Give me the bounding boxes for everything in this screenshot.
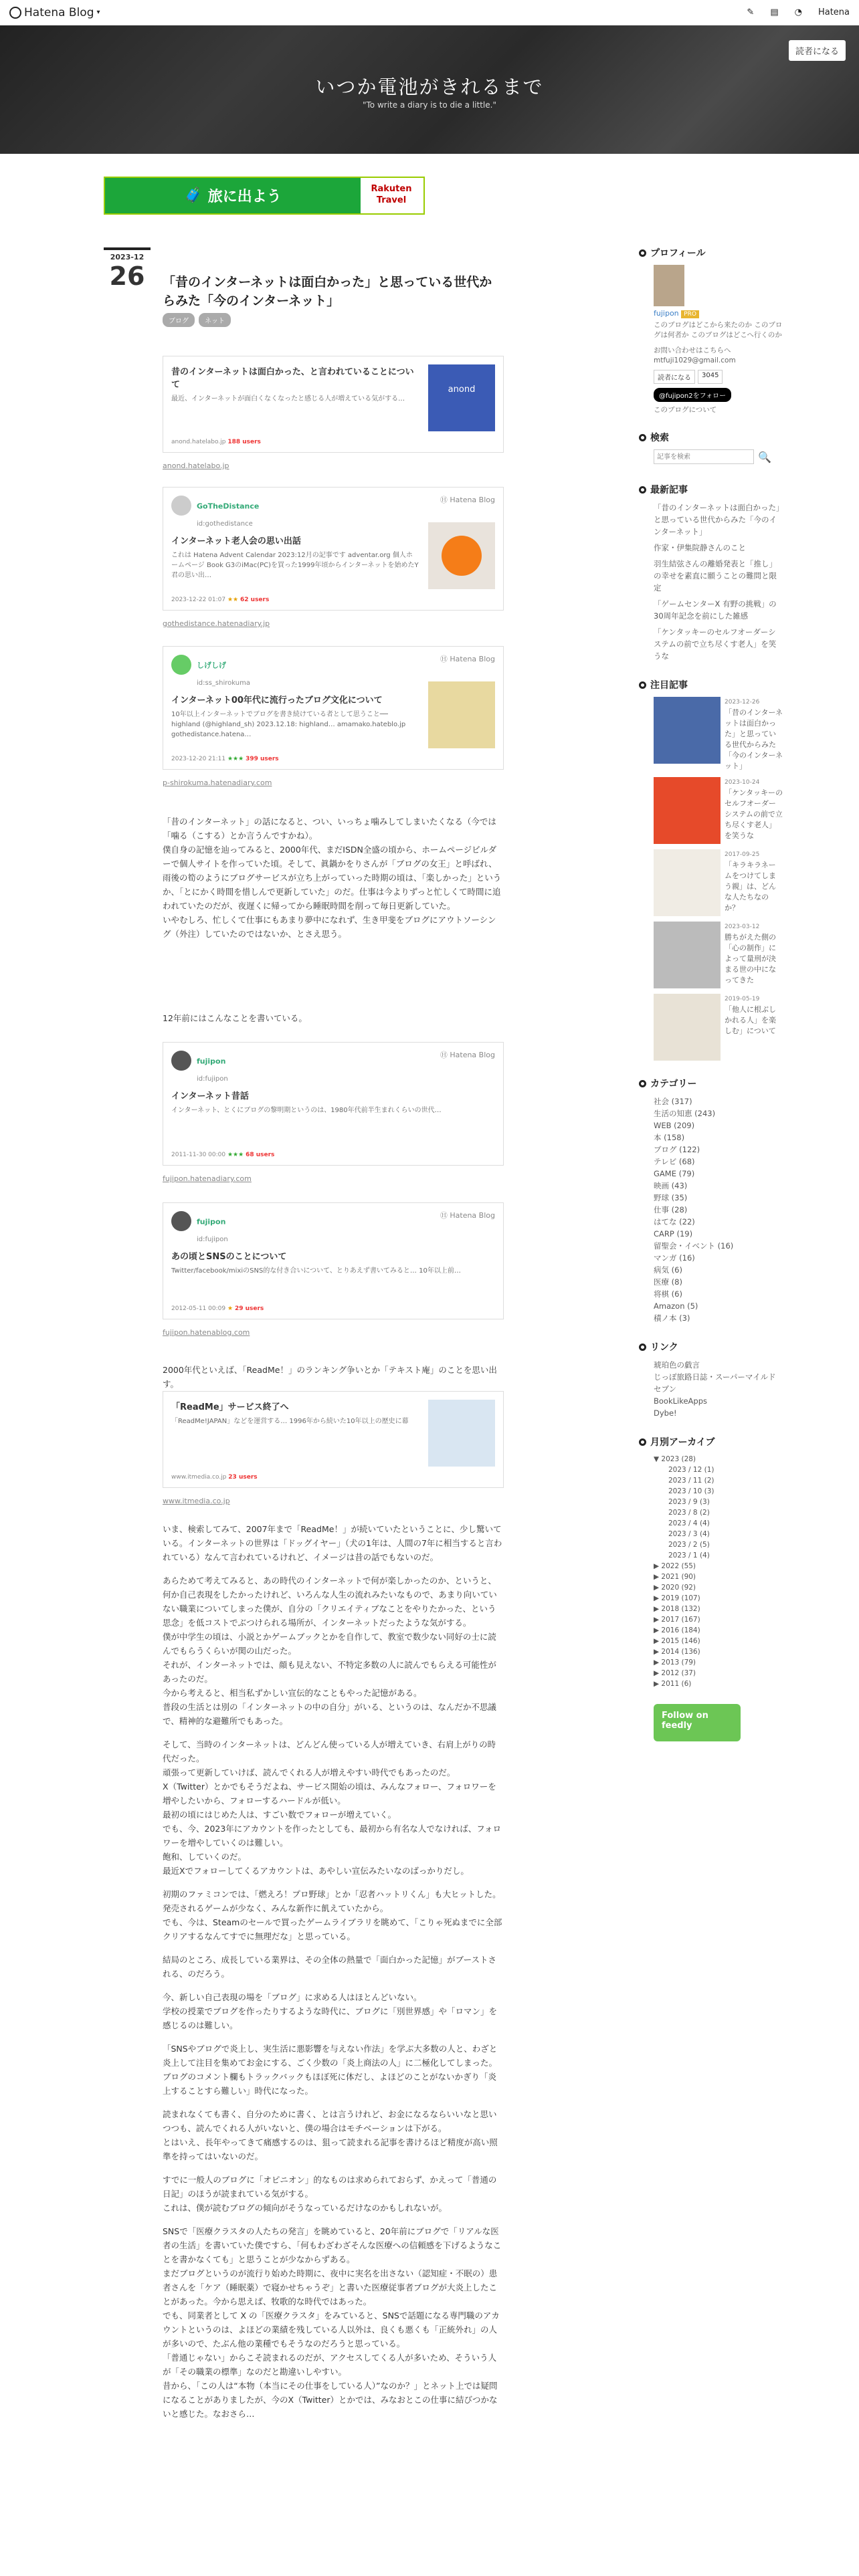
category-item[interactable]: 社会 (317) <box>654 1097 692 1106</box>
archive-item[interactable]: ▶ 2011 (6) <box>654 1680 692 1688</box>
card-link-gothedistance[interactable]: gothedistance.hatenadiary.jp <box>163 619 270 628</box>
text-line: 今、新しい自己表現の場を「ブログ」に求める人はほとんどいない。 <box>163 1992 422 2002</box>
date-year-month: 2023-12 <box>110 253 145 261</box>
featured-thumb <box>654 777 721 844</box>
card-user: fujipon <box>197 1217 226 1226</box>
hatena-account[interactable]: Hatena <box>818 7 850 17</box>
text-line: 最初の頃にはじめた人は、すごい数でフォローが増えていく。 <box>163 1810 397 1820</box>
about-blog-link[interactable]: このブログについて <box>654 406 717 414</box>
category-heading: カテゴリー <box>639 1077 783 1090</box>
category-item[interactable]: Amazon (5) <box>654 1301 698 1311</box>
text-line: X（Twitter）とかでもそうだよね、サービス開始の頃は、みんなフォロー、フォロワーを増やしたいから、フォローするハードルが低い。 <box>163 1782 496 1806</box>
blog-header <box>0 25 859 154</box>
archive-module <box>639 1435 783 1689</box>
card-uid: id:gothedistance <box>197 520 253 528</box>
hatena-blog-mark: Ⓗ Hatena Blog <box>440 496 495 504</box>
card-uid: id:fujipon <box>197 1075 228 1083</box>
dashboard-icon[interactable]: ▤ <box>770 7 779 17</box>
text-line: 最近Xでフォローしてくるアカウントは、あやしい宣伝みたいなのばっかりだし。 <box>163 1866 469 1876</box>
pro-badge: PRO <box>681 310 699 318</box>
category-net[interactable]: ネット <box>199 313 231 327</box>
archive-item[interactable]: ▶ 2017 (167) <box>654 1616 700 1624</box>
category-item[interactable]: はてな (22) <box>654 1217 695 1226</box>
card-thumbnail <box>428 522 495 589</box>
hatena-blog-logo[interactable]: Hatena Blog ▾ <box>9 6 100 19</box>
text-line: 今から考えると、相当私ずかしい宣伝的なこともやった記憶がある。 <box>163 1688 422 1698</box>
category-blog[interactable]: ブログ <box>163 313 195 327</box>
archive-item[interactable]: 2023 / 1 (4) <box>668 1551 710 1560</box>
subscribe-button[interactable]: 読者になる <box>789 40 846 61</box>
archive-item[interactable]: 2023 / 12 (1) <box>668 1466 714 1474</box>
category-item[interactable]: 留聖会・イベント (16) <box>654 1241 734 1251</box>
avatar <box>171 655 191 675</box>
card-desc: これは Hatena Advent Calendar 2023:12月の記事です adventar.org 個人ホームページ Book G3のiMac(PC)を買った1999年頃からインターネットを始めたY君の思い出… <box>171 552 419 579</box>
card-footer: 2023-12-22 01:07 ★★ 62 users <box>171 597 270 603</box>
subscribe-button[interactable]: 読者になる <box>654 370 695 384</box>
reader-count: 3045 <box>698 370 723 384</box>
archive-item[interactable]: ▶ 2019 (107) <box>654 1594 700 1602</box>
card-desc: Twitter/facebook/mixiのSNS的な付き合いについて、とりあえず書いてみると… 10年以上前… <box>171 1267 461 1275</box>
card-uid: id:ss_shirokuma <box>197 679 250 687</box>
paragraph: 12年前にはこんなことを書いている。 <box>163 1013 307 1023</box>
category-item[interactable]: 仕事 (28) <box>654 1205 688 1214</box>
blog-subtitle: "To write a diary is to die a little." <box>363 100 496 110</box>
category-item[interactable]: 病気 (6) <box>654 1265 682 1275</box>
category-item[interactable]: ブログ (122) <box>654 1145 700 1154</box>
feedly-button[interactable]: Follow on feedly <box>654 1704 741 1741</box>
text-line: 「昔のインターネット」の話になると、つい、いっちょ噛みしてしまいたくなる（今では「噛る（こする）とか言うんですかね）。 <box>163 817 496 841</box>
archive-item[interactable]: ▶ 2015 (146) <box>654 1637 700 1645</box>
card-desc: 10年以上インターネットでブログを書き続けている者として思うこと── highland (@highland_sh) 2023.12.18: highland… amamako.hateblo.jp gothedistance.hatena… <box>171 711 406 738</box>
text-line: それが、インターネットでは、顔も見えない、不特定多数の人に読んでもらえる可能性があったのだ。 <box>163 1660 496 1684</box>
entry-title[interactable]: 「昔のインターネットは面白かった」と思っている世代からみた「今のインターネット」 <box>163 275 492 308</box>
edit-icon[interactable]: ✎ <box>747 7 755 17</box>
category-item[interactable]: 本 (158) <box>654 1133 685 1142</box>
card-link-fujipon-diary[interactable]: fujipon.hatenadiary.com <box>163 1174 252 1183</box>
archive-item[interactable]: ▶ 2014 (136) <box>654 1648 700 1656</box>
text-line: いま、検索してみて、2007年まで「ReadMe！」が続いていたということに、少し驚いている。インターネットの世界は「ドッグイヤー」（犬の1年は、人間の7年に相当すると言われている）なんて言われているけれど、イメージは昔の話でもないのだ。 <box>163 1524 502 1562</box>
featured-item[interactable]: 2019-05-19 「他人に根ぶしかれる人」を楽しむ」について <box>654 994 783 1061</box>
category-item[interactable]: 生活の知恵 (243) <box>654 1109 716 1118</box>
profile-heading: プロフィール <box>639 246 783 259</box>
recent-heading: 最新記事 <box>639 483 783 496</box>
card-footer: 2012-05-11 00:09 ★ 29 users <box>171 1305 264 1312</box>
card-link-anond[interactable]: anond.hatelabo.jp <box>163 461 229 470</box>
link-item[interactable]: 琥珀色の戯言 <box>654 1360 700 1370</box>
text-line: でも、同業者として X の「医療クラスタ」をみていると、SNSで話題になる専門職のアカウントというのは、よほどの業績を残している人以外は、良くも悪くも「正統外れ」の人が多いので、たぶん他の業種でもそうなのだろうと思っている。 <box>163 2311 500 2349</box>
category-item[interactable]: 将棋 (6) <box>654 1289 682 1299</box>
category-item[interactable]: 映画 (43) <box>654 1181 688 1190</box>
recent-module <box>639 483 783 662</box>
entry-categories <box>163 313 231 327</box>
text-line: 「普通じゃない」からこそ読まれるのだが、アクセスしてくる人が多いため、そういう人が「その職業の標準」なのだと勘違いしやすい。 <box>163 2353 497 2377</box>
category-item[interactable]: テレビ (68) <box>654 1157 695 1166</box>
card-user: しげしげ <box>197 661 226 670</box>
featured-item[interactable]: 2017-09-25 「キラキラネームをつけてしまう親」は、どんな人たちなのか？ <box>654 849 783 916</box>
embed-card-gothedistance[interactable] <box>163 487 504 611</box>
card-title: 昔のインターネットは面白かった、と言われていることについて <box>171 367 414 390</box>
archive-item[interactable]: 2023 / 11 (2) <box>668 1477 714 1485</box>
embed-card-fujipon-2011[interactable] <box>163 1042 504 1166</box>
category-item[interactable]: GAME (79) <box>654 1169 695 1178</box>
text-line: あらためて考えてみると、あの時代のインターネットで何が楽しかったのか、というと、何か自己表現をしたかったけれど、いろんな人生の流れみたいなもので、あまり向いていない職業についてしまった僕が、自分の「クリエイティブなことをやりたかった、という思念」を低コストでぶつけられる場所が、インターネットだったような気がする。 <box>163 1576 497 1628</box>
archive-item[interactable]: ▶ 2021 (90) <box>654 1573 696 1581</box>
embed-card-anond[interactable] <box>163 356 504 453</box>
archive-item[interactable]: 2023 / 10 (3) <box>668 1487 714 1495</box>
card-title: あの頃とSNSのことについて <box>171 1252 287 1262</box>
featured-module <box>639 678 783 1061</box>
category-item[interactable]: 野球 (35) <box>654 1193 688 1202</box>
recent-item[interactable]: 「ゲームセンターX 有野の挑戦」の 30周年記念を前にした雑感 <box>654 599 777 621</box>
card-desc: 最近、インターネットが面白くなくなったと感じる人が増えている気がする… <box>171 395 405 403</box>
hatena-blog-mark: Ⓗ Hatena Blog <box>440 1211 495 1220</box>
featured-thumb <box>654 849 721 916</box>
hatena-blog-mark: Ⓗ Hatena Blog <box>440 1051 495 1059</box>
archive-item[interactable]: 2023 / 2 (5) <box>668 1541 710 1549</box>
text-line: 頑張って更新していけば、読んでくれる人が増えやすい時代でもあったのだ。 <box>163 1767 456 1778</box>
category-item[interactable]: マンガ (16) <box>654 1253 695 1263</box>
featured-item[interactable]: 2023-10-24 「ケンタッキーのセルフオーダーシステムの前で立ち尽くす老人」を笑うな <box>654 777 783 844</box>
text-line: 普段の生活とは別の「インターネットの中の自分」がいる、というのは、なんだか不思議で、精神的な避難所でもあった。 <box>163 1702 496 1726</box>
sidebar <box>639 246 783 1741</box>
card-title: インターネット昔話 <box>171 1091 249 1101</box>
embed-card-fujipon-2012[interactable] <box>163 1202 504 1319</box>
hatena-blog-mark: Ⓗ Hatena Blog <box>440 655 495 663</box>
text-line: でも、今、2023年にアカウントを作ったとしても、最初から有名な人でなければ、フォロワーを増やしていくのは難しい。 <box>163 1824 502 1848</box>
link-module <box>639 1340 783 1419</box>
avatar <box>171 496 191 516</box>
featured-thumb <box>654 994 721 1061</box>
text-line: 僕が中学生の頃は、小説とかゲームブックとかを自作して、教室で数少ない同好の士に読んでもらうくらいが関の山だった。 <box>163 1632 496 1656</box>
text-line: そして、当時のインターネットは、どんどん使っている人が増えていき、右肩上がりの時代だった。 <box>163 1739 496 1763</box>
card-thumbnail: anond <box>428 364 495 431</box>
text-line: 昔から、「この人は“本物（本当にその仕事をしている人）”なのか？」とネット上では疑問になることがありましたが、今のX（Twitter）とかでは、みなおとこの仕事に結びつかないと感じた。なおさら… <box>163 2381 498 2419</box>
x-follow-button[interactable]: @fujipon2をフォロー <box>654 388 731 402</box>
suitcase-icon: 🧳 <box>184 187 203 204</box>
category-item[interactable]: CARP (19) <box>654 1229 693 1239</box>
embed-card-itmedia[interactable] <box>163 1391 504 1488</box>
blog-title[interactable]: いつか電池がきれるまで <box>315 76 544 98</box>
text-line: 読まれなくても書く、自分のために書く、とは言うけれど、お金になるならいいなと思いつつも、読んでくれる人がいないと、僕の場合はモチベーションは下がる。 <box>163 2109 497 2133</box>
card-thumbnail <box>428 681 495 748</box>
text-line: とはいえ、長年やってきて痛感するのは、狙って読まれる記事を書けるほど精度が高い照準を持ってはいないのだ。 <box>163 2137 498 2161</box>
archive-item[interactable]: ▶ 2018 (132) <box>654 1605 700 1613</box>
category-module <box>639 1077 783 1324</box>
recent-item[interactable]: 「昔のインターネットは面白かった」と思っている世代からみた「今のインターネット」 <box>654 503 780 536</box>
text-line: 結局のところ、成長している業界は、その全体の熱量で「面白かった記憶」がブーストされる、のだろう。 <box>163 1955 497 1979</box>
archive-item[interactable]: ▶ 2020 (92) <box>654 1584 696 1592</box>
rakuten-logo: Rakuten Travel <box>371 184 412 205</box>
archive-item[interactable]: ▶ 2012 (37) <box>654 1669 696 1677</box>
archive-item[interactable]: ▶ 2016 (184) <box>654 1626 700 1634</box>
archive-item[interactable]: ▼ 2023 (28) <box>654 1455 696 1463</box>
embed-card-shirokuma[interactable] <box>163 646 504 770</box>
text-line: 学校の授業でブログを作ったりするような時代に、ブログに「別世界感」や「ロマン」を感じるのは難しい。 <box>163 2006 498 2030</box>
search-input[interactable] <box>654 449 754 464</box>
card-thumbnail <box>428 1400 495 1467</box>
search-heading: 検索 <box>639 431 783 444</box>
notification-icon[interactable]: ◔ <box>794 7 802 17</box>
text-line: SNSで「医療クラスタの人たちの発言」を眺めていると、20年前にブログで「リアルな医者の生活」を書いていた僕ですら、「何もわざわざそんな医療への信頼感を下げるようなことを書かなくても」と思うことが少なからずある。 <box>163 2226 502 2264</box>
text-line: 僕自身の記憶を辿ってみると、2000年代、まだISDN全盛の頃から、ホームページビルダーで個人サイトを作っていた頃。そして、眞鍋かをりさんが「ブログの女王」と呼ばれ、雨後の筍のようにブログサービスが立ち上がっていった時期の頃は、「楽しかった」というか、「とにかく時間を惜しんで更新していた」のだ。仕事は今よりずっと忙しくて時間に追われていたのだが、夜遅くに帰ってから睡眠時間を削って毎日更新していた。 <box>163 845 502 911</box>
featured-thumb <box>654 922 721 988</box>
text-line: まだブログというのが流行り始めた時期に、夜中に実名を出さない（認知症・不眠の）患者さんを「ケア（睡眠薬）で寝かせちゃうぞ」と書いた医療従事者ブログが大炎上したことがあった。今から思えば、牧歌的な時代ではあった。 <box>163 2268 498 2306</box>
card-footer: 2023-12-20 21:11 ★★★ 399 users <box>171 756 279 762</box>
archive-item[interactable]: 2023 / 9 (3) <box>668 1498 710 1506</box>
featured-item[interactable]: 2023-03-12 勝ちがえた側の「心の制作」によって量刑が決まる世の中になってきた <box>654 922 783 988</box>
travel-ad-banner[interactable] <box>104 177 425 215</box>
recent-item[interactable]: 作家・伊集院静さんのこと <box>654 543 746 552</box>
text-line: でも、今は、Steamのセールで買ったゲームライブラリを眺めて、「こりゃ死ぬまでに全部クリアするなんてすでに無理だな」と思っている。 <box>163 1917 502 1941</box>
archive-item[interactable]: ▶ 2013 (79) <box>654 1658 696 1667</box>
card-user: fujipon <box>197 1057 226 1066</box>
recent-item[interactable]: 羽生結弦さんの離婚発表と「推し」の幸せを素直に願うことの難問と限定 <box>654 559 777 593</box>
text-line: 飽和、していくのだ。 <box>163 1852 247 1862</box>
ad-green-panel <box>105 178 361 213</box>
card-uid: id:fujipon <box>197 1236 228 1243</box>
paragraph <box>163 815 504 941</box>
profile-module <box>639 246 783 415</box>
card-link-shirokuma[interactable]: p-shirokuma.hatenadiary.com <box>163 778 272 787</box>
logo-text: Hatena Blog <box>24 5 94 19</box>
card-link-fujipon-blog[interactable]: fujipon.hatenablog.com <box>163 1328 250 1337</box>
profile-text: このブログはどこから来たのか このブログは何者か このブログはどこへ行くのか <box>654 321 783 339</box>
search-icon[interactable]: 🔍 <box>758 450 771 463</box>
profile-name[interactable]: fujipon <box>654 309 679 318</box>
link-heading: リンク <box>639 1340 783 1354</box>
archive-item[interactable]: 2023 / 8 (2) <box>668 1509 710 1517</box>
profile-contact: お問い合わせはこちらへ mtfuji1029@gmail.com <box>654 346 736 364</box>
avatar <box>171 1211 191 1231</box>
featured-thumb <box>654 697 721 764</box>
card-user: GoTheDistance <box>197 502 260 511</box>
global-header <box>0 0 859 25</box>
link-item[interactable]: じっぽ旅路日誌・スーパーマイルドセブン <box>654 1372 776 1394</box>
category-item[interactable]: 医療 (8) <box>654 1277 682 1287</box>
article-body <box>163 1522 504 2421</box>
card-title: インターネット00年代に流行ったブログ文化について <box>171 695 383 706</box>
avatar <box>171 1051 191 1071</box>
profile-avatar[interactable] <box>654 265 684 306</box>
category-item[interactable]: 積ノ本 (3) <box>654 1313 690 1323</box>
card-footer: anond.hatelabo.jp 188 users <box>171 439 261 445</box>
text-line: 初期のファミコンでは、「燃えろ！プロ野球」とか「忍者ハットリくん」も大ヒットした。 <box>163 1889 501 1899</box>
search-module <box>639 431 783 464</box>
card-link-itmedia[interactable]: www.itmedia.co.jp <box>163 1497 230 1505</box>
ad-text: 旅に出よう <box>207 189 282 205</box>
card-title: 「ReadMe」サービス終了へ <box>171 1402 289 1412</box>
text-line: すでに一般人のブログに「オピニオン」的なものは求められておらず、かえって「普通の日記」のほうが読まれている気がする。 <box>163 2175 497 2199</box>
featured-heading: 注目記事 <box>639 678 783 691</box>
card-desc: インターネット、とくにブログの黎明期というのは、1980年代前半生まれくらいの世代… <box>171 1107 442 1114</box>
card-title: インターネット老人会の思い出話 <box>171 536 301 546</box>
archive-item[interactable]: 2023 / 3 (4) <box>668 1530 710 1538</box>
entry-date[interactable] <box>104 247 151 291</box>
recent-item[interactable]: 「ケンタッキーのセルフオーダーシステムの前で立ち尽くす老人」を笑うな <box>654 627 777 661</box>
card-desc: 「ReadMe!JAPAN」などを運営する… 1996年から続いた10年以上の歴史に幕 <box>171 1418 409 1425</box>
link-item[interactable]: BookLikeApps <box>654 1396 708 1406</box>
link-item[interactable]: Dybe! <box>654 1408 677 1418</box>
text-line: ブログのコメント欄もトラックバックもほぼ死に体だし、よほどのことがないかぎり「炎上することすら難しい」時代になった。 <box>163 2072 497 2096</box>
text-line: これは、僕が読むブログの傾向がそうなっているだけなのかもしれないが。 <box>163 2203 448 2213</box>
text-line: 発売されるゲームが少なく、みんな新作に飢えていたから。 <box>163 1903 389 1913</box>
category-item[interactable]: WEB (209) <box>654 1121 695 1130</box>
card-footer: 2011-11-30 00:00 ★★★ 68 users <box>171 1152 275 1158</box>
date-day: 26 <box>109 261 145 291</box>
card-footer: www.itmedia.co.jp 23 users <box>171 1474 258 1481</box>
paragraph: 2000年代といえば、「ReadMe！」のランキング争いとか「テキスト庵」のことを思い出す。 <box>163 1365 497 1389</box>
featured-item[interactable]: 2023-12-26 「昔のインターネットは面白かった」と思っている世代からみた「今のインターネット」 <box>654 697 783 772</box>
text-line: 「SNSやブログで炎上し、実生活に悪影響を与えない作法」を学ぶ大多数の人と、わざと炎上して注目を集めてお金にする、ごく少数の「炎上商法の人」に二極化してしまった。 <box>163 2044 498 2068</box>
archive-item[interactable]: 2023 / 4 (4) <box>668 1519 710 1527</box>
text-line: いやむしろ、忙しくて仕事にもあまり夢中になれず、生き甲斐をブログにアウトソーシング（外注）していたのではないか、とさえ思う。 <box>163 915 496 939</box>
archive-item[interactable]: ▶ 2022 (55) <box>654 1562 696 1570</box>
archive-heading: 月別アーカイブ <box>639 1435 783 1448</box>
